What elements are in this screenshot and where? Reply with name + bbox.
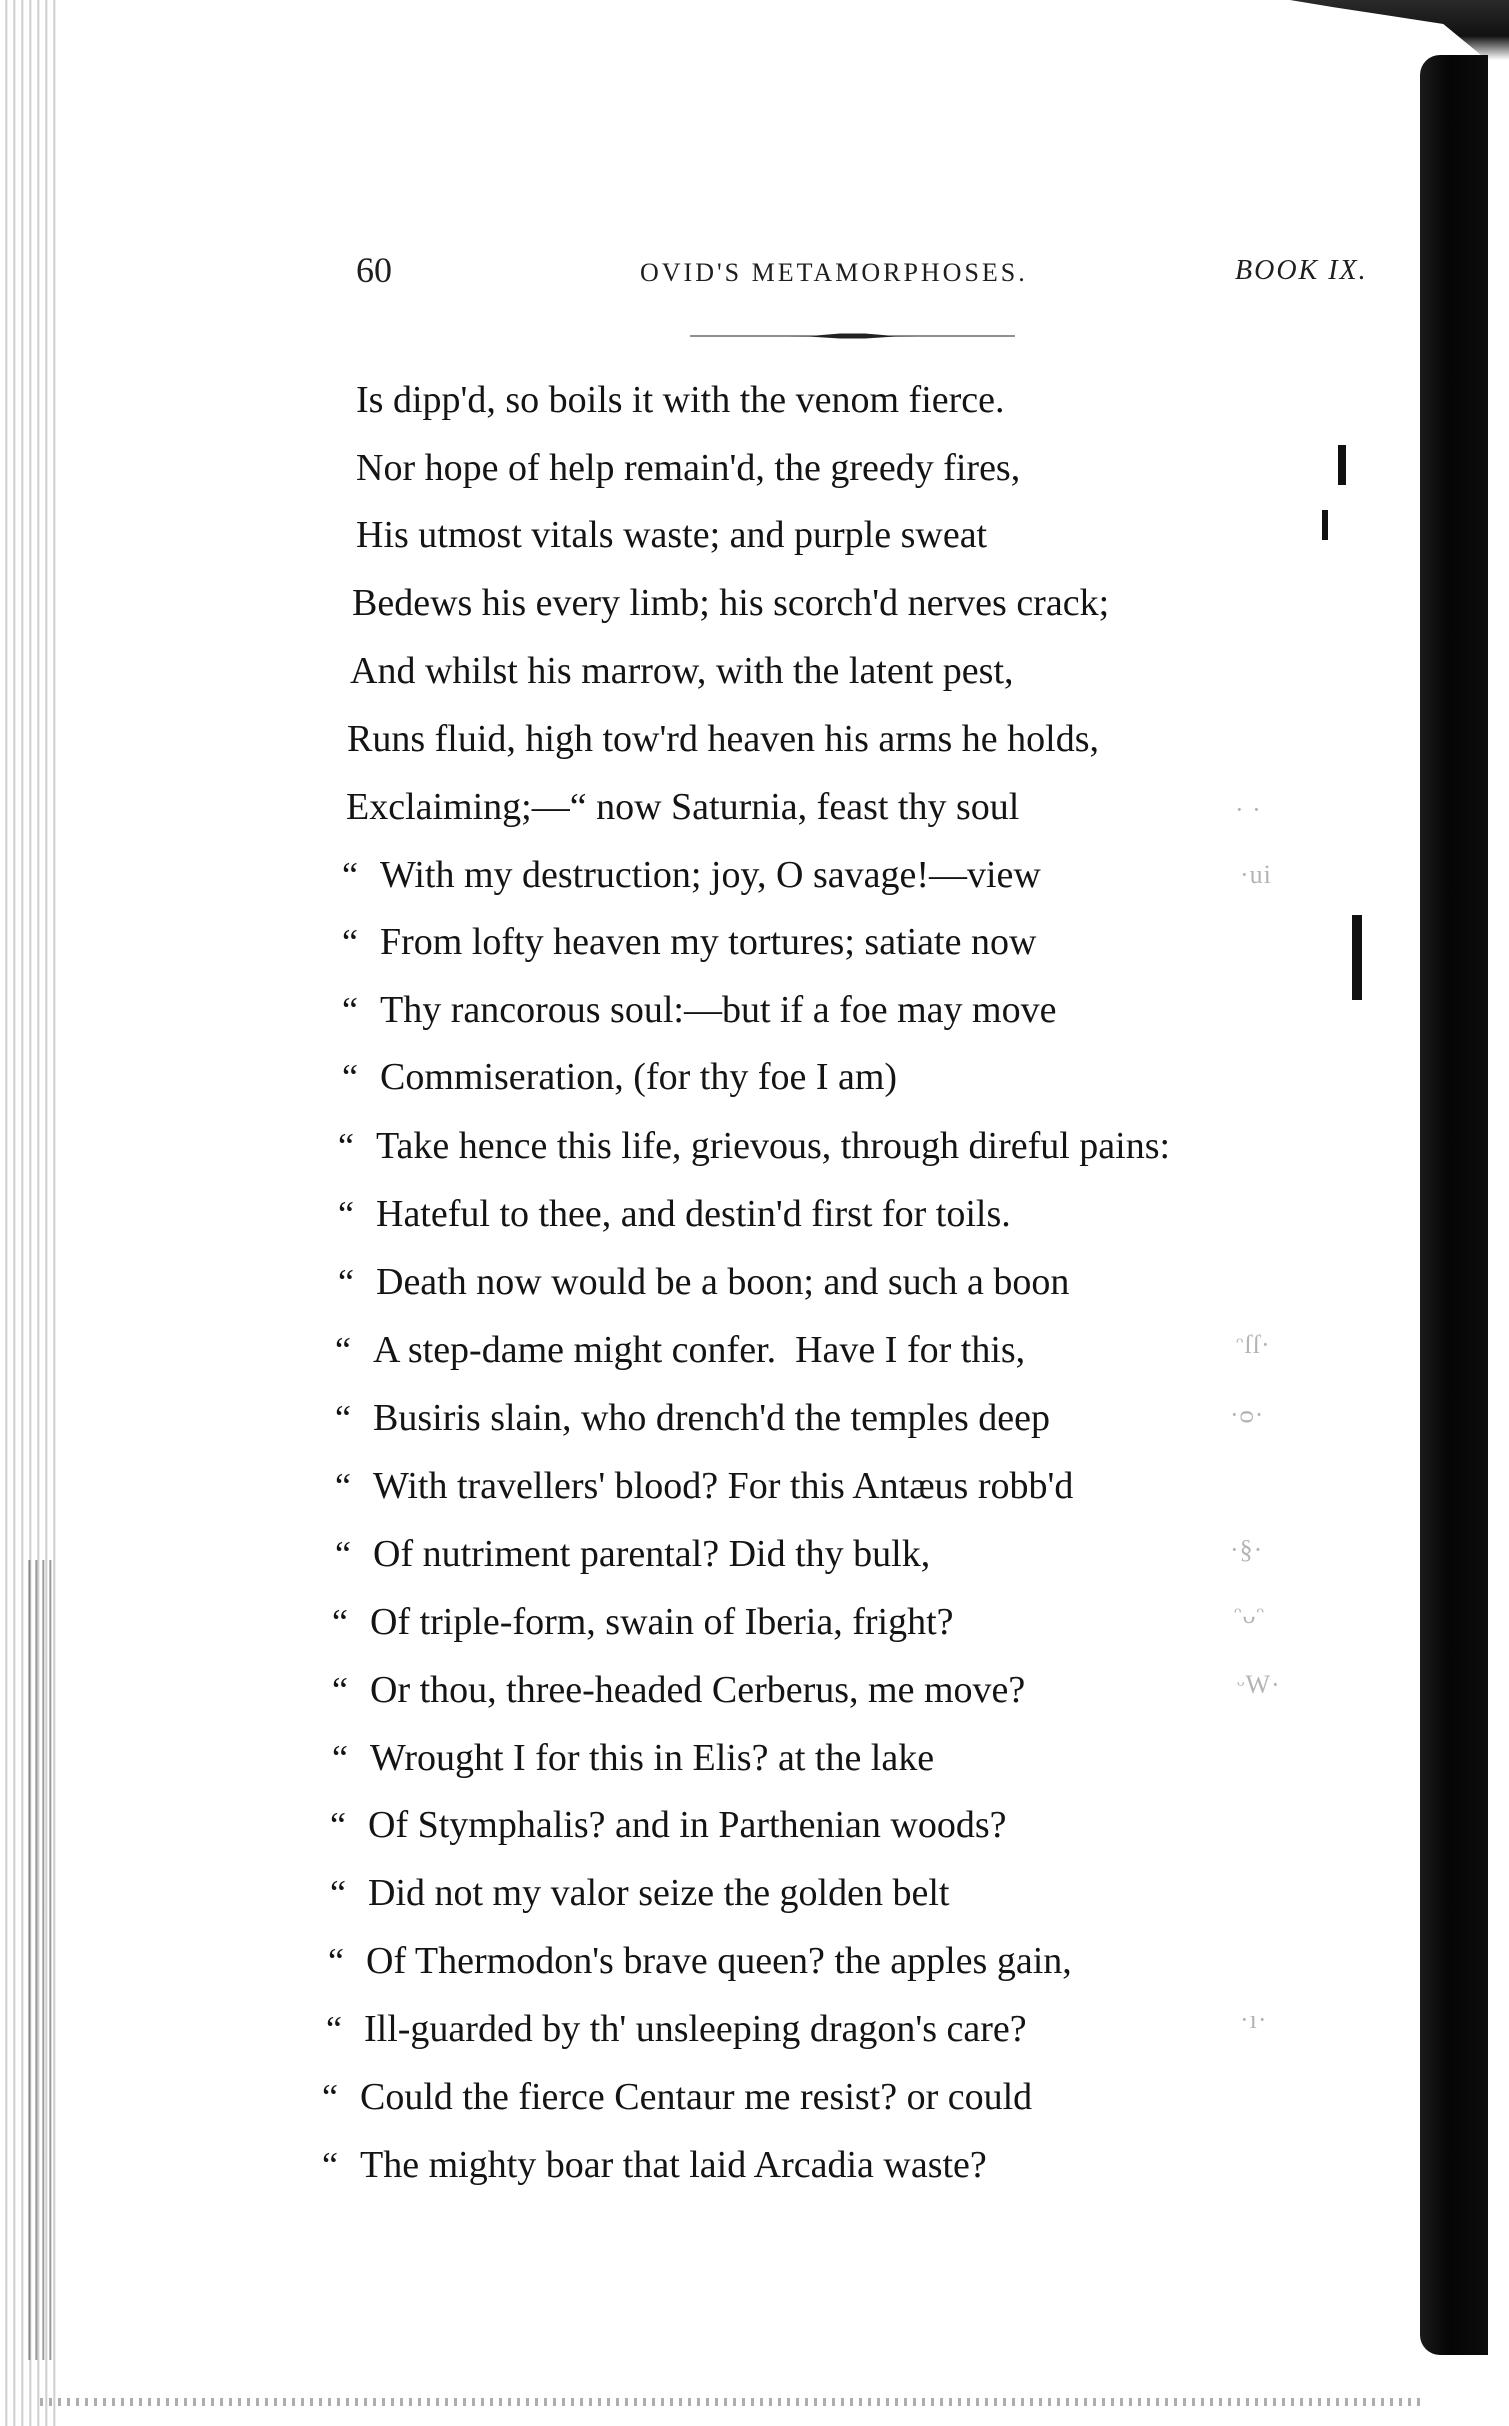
line-text: With travellers' blood? For this Antæus robb'd bbox=[373, 1465, 1074, 1507]
quote-mark: “ bbox=[330, 1873, 346, 1913]
quote-mark: “ bbox=[332, 1738, 348, 1778]
line-text: Of nutriment parental? Did thy bulk, bbox=[373, 1533, 931, 1575]
poem-line bbox=[330, 1803, 1007, 1847]
line-text: Could the fierce Centaur me resist? or could bbox=[360, 2076, 1033, 2118]
quote-mark: “ bbox=[335, 1398, 351, 1438]
poem-line bbox=[332, 1668, 1025, 1712]
bleed-through: ᵕW· bbox=[1237, 1670, 1281, 1699]
line-text: Thy rancorous soul:—but if a foe may move bbox=[380, 989, 1057, 1031]
quote-mark: “ bbox=[342, 855, 358, 895]
quote-mark: “ bbox=[338, 1126, 354, 1166]
poem-line bbox=[342, 920, 1036, 964]
line-text: Of Thermodon's brave queen? the apples gain, bbox=[366, 1940, 1072, 1982]
poem-line bbox=[347, 717, 1099, 761]
page-number: 60 bbox=[356, 250, 392, 290]
line-text: Bedews his every limb; his scorch'd nerves crack; bbox=[352, 582, 1110, 624]
poem-line bbox=[335, 1464, 1073, 1508]
bleed-through: · · bbox=[1235, 795, 1262, 824]
bleed-through: ·§· bbox=[1230, 1535, 1264, 1564]
poem-line bbox=[346, 785, 1019, 829]
poem-line bbox=[352, 581, 1109, 625]
quote-mark: “ bbox=[326, 2009, 342, 2049]
poem-line bbox=[328, 1939, 1072, 1983]
quote-mark: “ bbox=[330, 1805, 346, 1845]
book-label: BOOK IX. bbox=[1235, 255, 1368, 286]
line-text: Take hence this life, grievous, through direful pains: bbox=[376, 1125, 1171, 1167]
bleed-through: ·ui bbox=[1240, 860, 1272, 889]
line-text: Commiseration, (for thy foe I am) bbox=[380, 1056, 898, 1098]
poem-line bbox=[350, 649, 1014, 693]
poem-line bbox=[356, 446, 1020, 490]
line-text: From lofty heaven my tortures; satiate now bbox=[380, 921, 1037, 963]
line-text: With my destruction; joy, O savage!—view bbox=[380, 854, 1041, 896]
running-title: OVID'S METAMORPHOSES. bbox=[640, 258, 1028, 287]
poem-line bbox=[338, 1124, 1170, 1168]
line-text: Is dipp'd, so boils it with the venom fierce. bbox=[356, 379, 1005, 421]
quote-mark: “ bbox=[332, 1670, 348, 1710]
poem-line bbox=[342, 988, 1056, 1032]
bleed-through: ᵔſſ· bbox=[1236, 1330, 1271, 1359]
bleed-through: ·ı· bbox=[1240, 2005, 1268, 2034]
poem-line bbox=[342, 853, 1041, 897]
quote-mark: “ bbox=[322, 2077, 338, 2117]
poem-line bbox=[322, 2143, 987, 2187]
quote-mark: “ bbox=[322, 2145, 338, 2185]
poem-line bbox=[338, 1192, 1011, 1236]
line-text: The mighty boar that laid Arcadia waste? bbox=[360, 2144, 987, 2186]
quote-mark: “ bbox=[338, 1262, 354, 1302]
poem-line bbox=[335, 1532, 930, 1576]
poem-line bbox=[356, 378, 1005, 422]
line-text: Busiris slain, who drench'd the temples deep bbox=[373, 1397, 1050, 1439]
line-text: Hateful to thee, and destin'd first for toils. bbox=[376, 1193, 1011, 1235]
poem-line bbox=[335, 1396, 1050, 1440]
quote-mark: “ bbox=[328, 1941, 344, 1981]
poem-line bbox=[338, 1260, 1069, 1304]
bleed-through: ᵔᴗᵔ bbox=[1234, 1600, 1265, 1629]
quote-mark: “ bbox=[335, 1466, 351, 1506]
quote-mark: “ bbox=[342, 1057, 358, 1097]
quote-mark: “ bbox=[342, 990, 358, 1030]
line-text: A step-dame might confer. Have I for this, bbox=[373, 1329, 1026, 1371]
line-text: Of triple-form, swain of Iberia, fright? bbox=[370, 1601, 954, 1643]
line-text: Ill-guarded by th' unsleeping dragon's care? bbox=[364, 2008, 1027, 2050]
line-text: Did not my valor seize the golden belt bbox=[368, 1872, 950, 1914]
quote-mark: “ bbox=[332, 1602, 348, 1642]
line-text: Or thou, three-headed Cerberus, me move? bbox=[370, 1669, 1026, 1711]
line-text: Of Stymphalis? and in Parthenian woods? bbox=[368, 1804, 1007, 1846]
poem-line bbox=[332, 1736, 934, 1780]
quote-mark: “ bbox=[335, 1534, 351, 1574]
poem-line bbox=[330, 1871, 949, 1915]
poem-line bbox=[332, 1600, 954, 1644]
line-text: Death now would be a boon; and such a boon bbox=[376, 1261, 1070, 1303]
line-text: Wrought I for this in Elis? at the lake bbox=[370, 1737, 935, 1779]
poem-line bbox=[322, 2075, 1032, 2119]
poem-line bbox=[342, 1055, 897, 1099]
poem-line bbox=[326, 2007, 1027, 2051]
poem-line bbox=[356, 513, 987, 557]
bleed-through: ·ᴑ· bbox=[1230, 1400, 1265, 1429]
line-text: Runs fluid, high tow'rd heaven his arms he holds, bbox=[347, 718, 1099, 760]
quote-mark: “ bbox=[335, 1330, 351, 1370]
quote-mark: “ bbox=[338, 1194, 354, 1234]
line-text: And whilst his marrow, with the latent pest, bbox=[350, 650, 1014, 692]
poem-line bbox=[335, 1328, 1025, 1372]
line-text: Nor hope of help remain'd, the greedy fires, bbox=[356, 447, 1021, 489]
quote-mark: “ bbox=[342, 922, 358, 962]
line-text: Exclaiming;—“ now Saturnia, feast thy soul bbox=[346, 786, 1020, 828]
line-text: His utmost vitals waste; and purple sweat bbox=[356, 514, 988, 556]
